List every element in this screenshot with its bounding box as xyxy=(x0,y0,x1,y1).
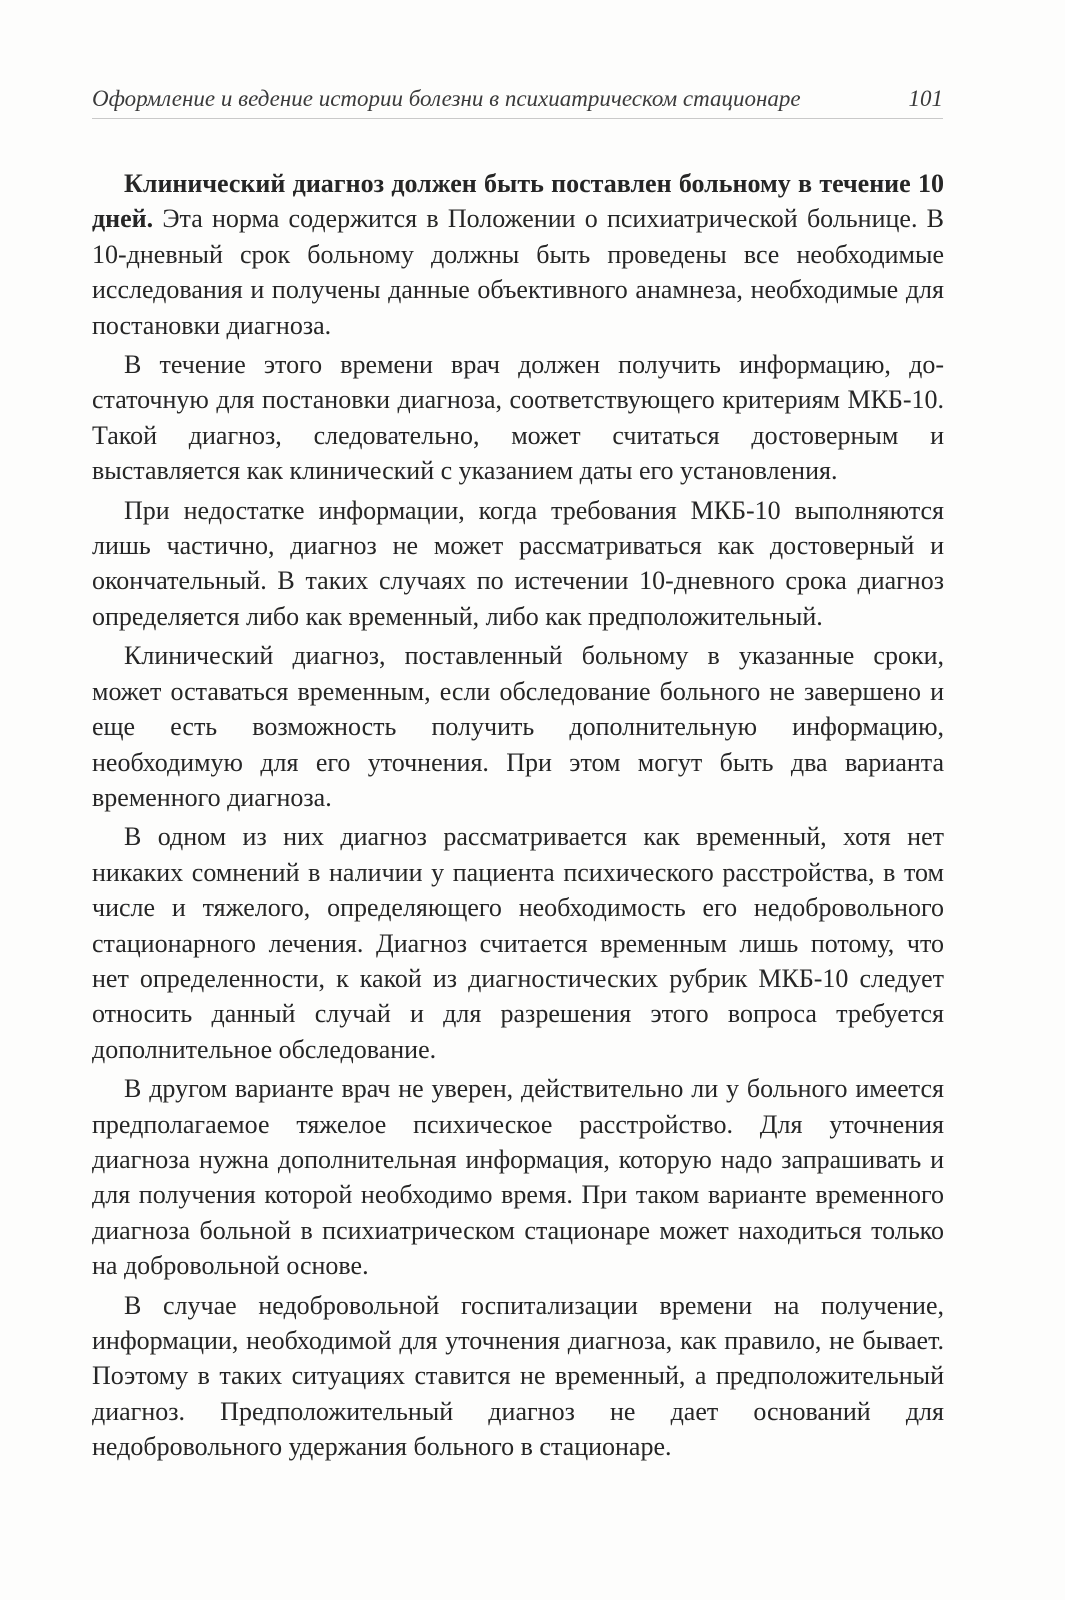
paragraph: В другом варианте врач не уверен, действительно ли у больного имеется предполагаемое тяжелое психическое расстройство. Для уточнения диагноза нужна дополнительная информация, которую надо запрашивать и для получения которой необходимо время. При таком варианте временного диагноза больной в психиатрическом стационаре может находиться только на добровольной основе. xyxy=(92,1074,944,1281)
paragraph: В случае недобровольной госпитализации времени на получение, информации, необходимой для уточнения диагноза, как правило, не бывает. Поэтому в таких ситуациях ставится не временный, а предположительный диагноз. Предположительный диагноз не дает оснований для недобровольного удержания больного в стационаре. xyxy=(92,1290,944,1462)
paragraph xyxy=(92,166,944,343)
body-text xyxy=(92,166,944,1469)
paragraph: В течение этого времени врач должен получить информацию, достаточную для постановки диагноза, соответствующего критериям МКБ-10. Такой диагноз, следовательно, может считаться достоверным и выставляется как клинический с указанием даты его установления. xyxy=(92,350,944,486)
bold-lead-sentence: Клинический диагноз должен быть поставлен больному в течение 10 дней. xyxy=(92,169,944,234)
paragraph-text: Эта норма содержится в Положении о психиатрической больнице. В 10-дневный срок больному должны быть проведены все необходимые исследования и получены данные объективного анамнеза, необходимые для постановки диагноза. xyxy=(92,204,944,340)
paragraph: Клинический диагноз, поставленный больному в указанные сроки, может оставаться временным, если обследование больного не завершено и еще есть возможность получить дополнительную информацию, необходимую для его уточнения. При этом могут быть два варианта временного диагноза. xyxy=(92,641,944,812)
page-number: 101 xyxy=(908,86,943,111)
running-header xyxy=(92,84,943,119)
header-title: Оформление и ведение истории болезни в психиатрическом стационаре xyxy=(92,86,801,111)
paragraph: При недостатке информации, когда требования МКБ-10 выполняются лишь частично, диагноз не может рассматриваться как достоверный и окончательный. В таких случаях по истечении 10-дневного срока диагноз определяется либо как временный, либо как предположительный. xyxy=(92,495,944,631)
paragraph: В одном из них диагноз рассматривается как временный, хотя нет никаких сомнений в наличии у пациента психического расстройства, в том числе и тяжелого, определяющего необходимость его недобровольного стационарного лечения. Диагноз считается временным лишь потому, что нет определенности, к какой из диагностических рубрик МКБ-10 следует относить данный случай и для разрешения этого вопроса требуется дополнительное обследование. xyxy=(92,822,944,1064)
